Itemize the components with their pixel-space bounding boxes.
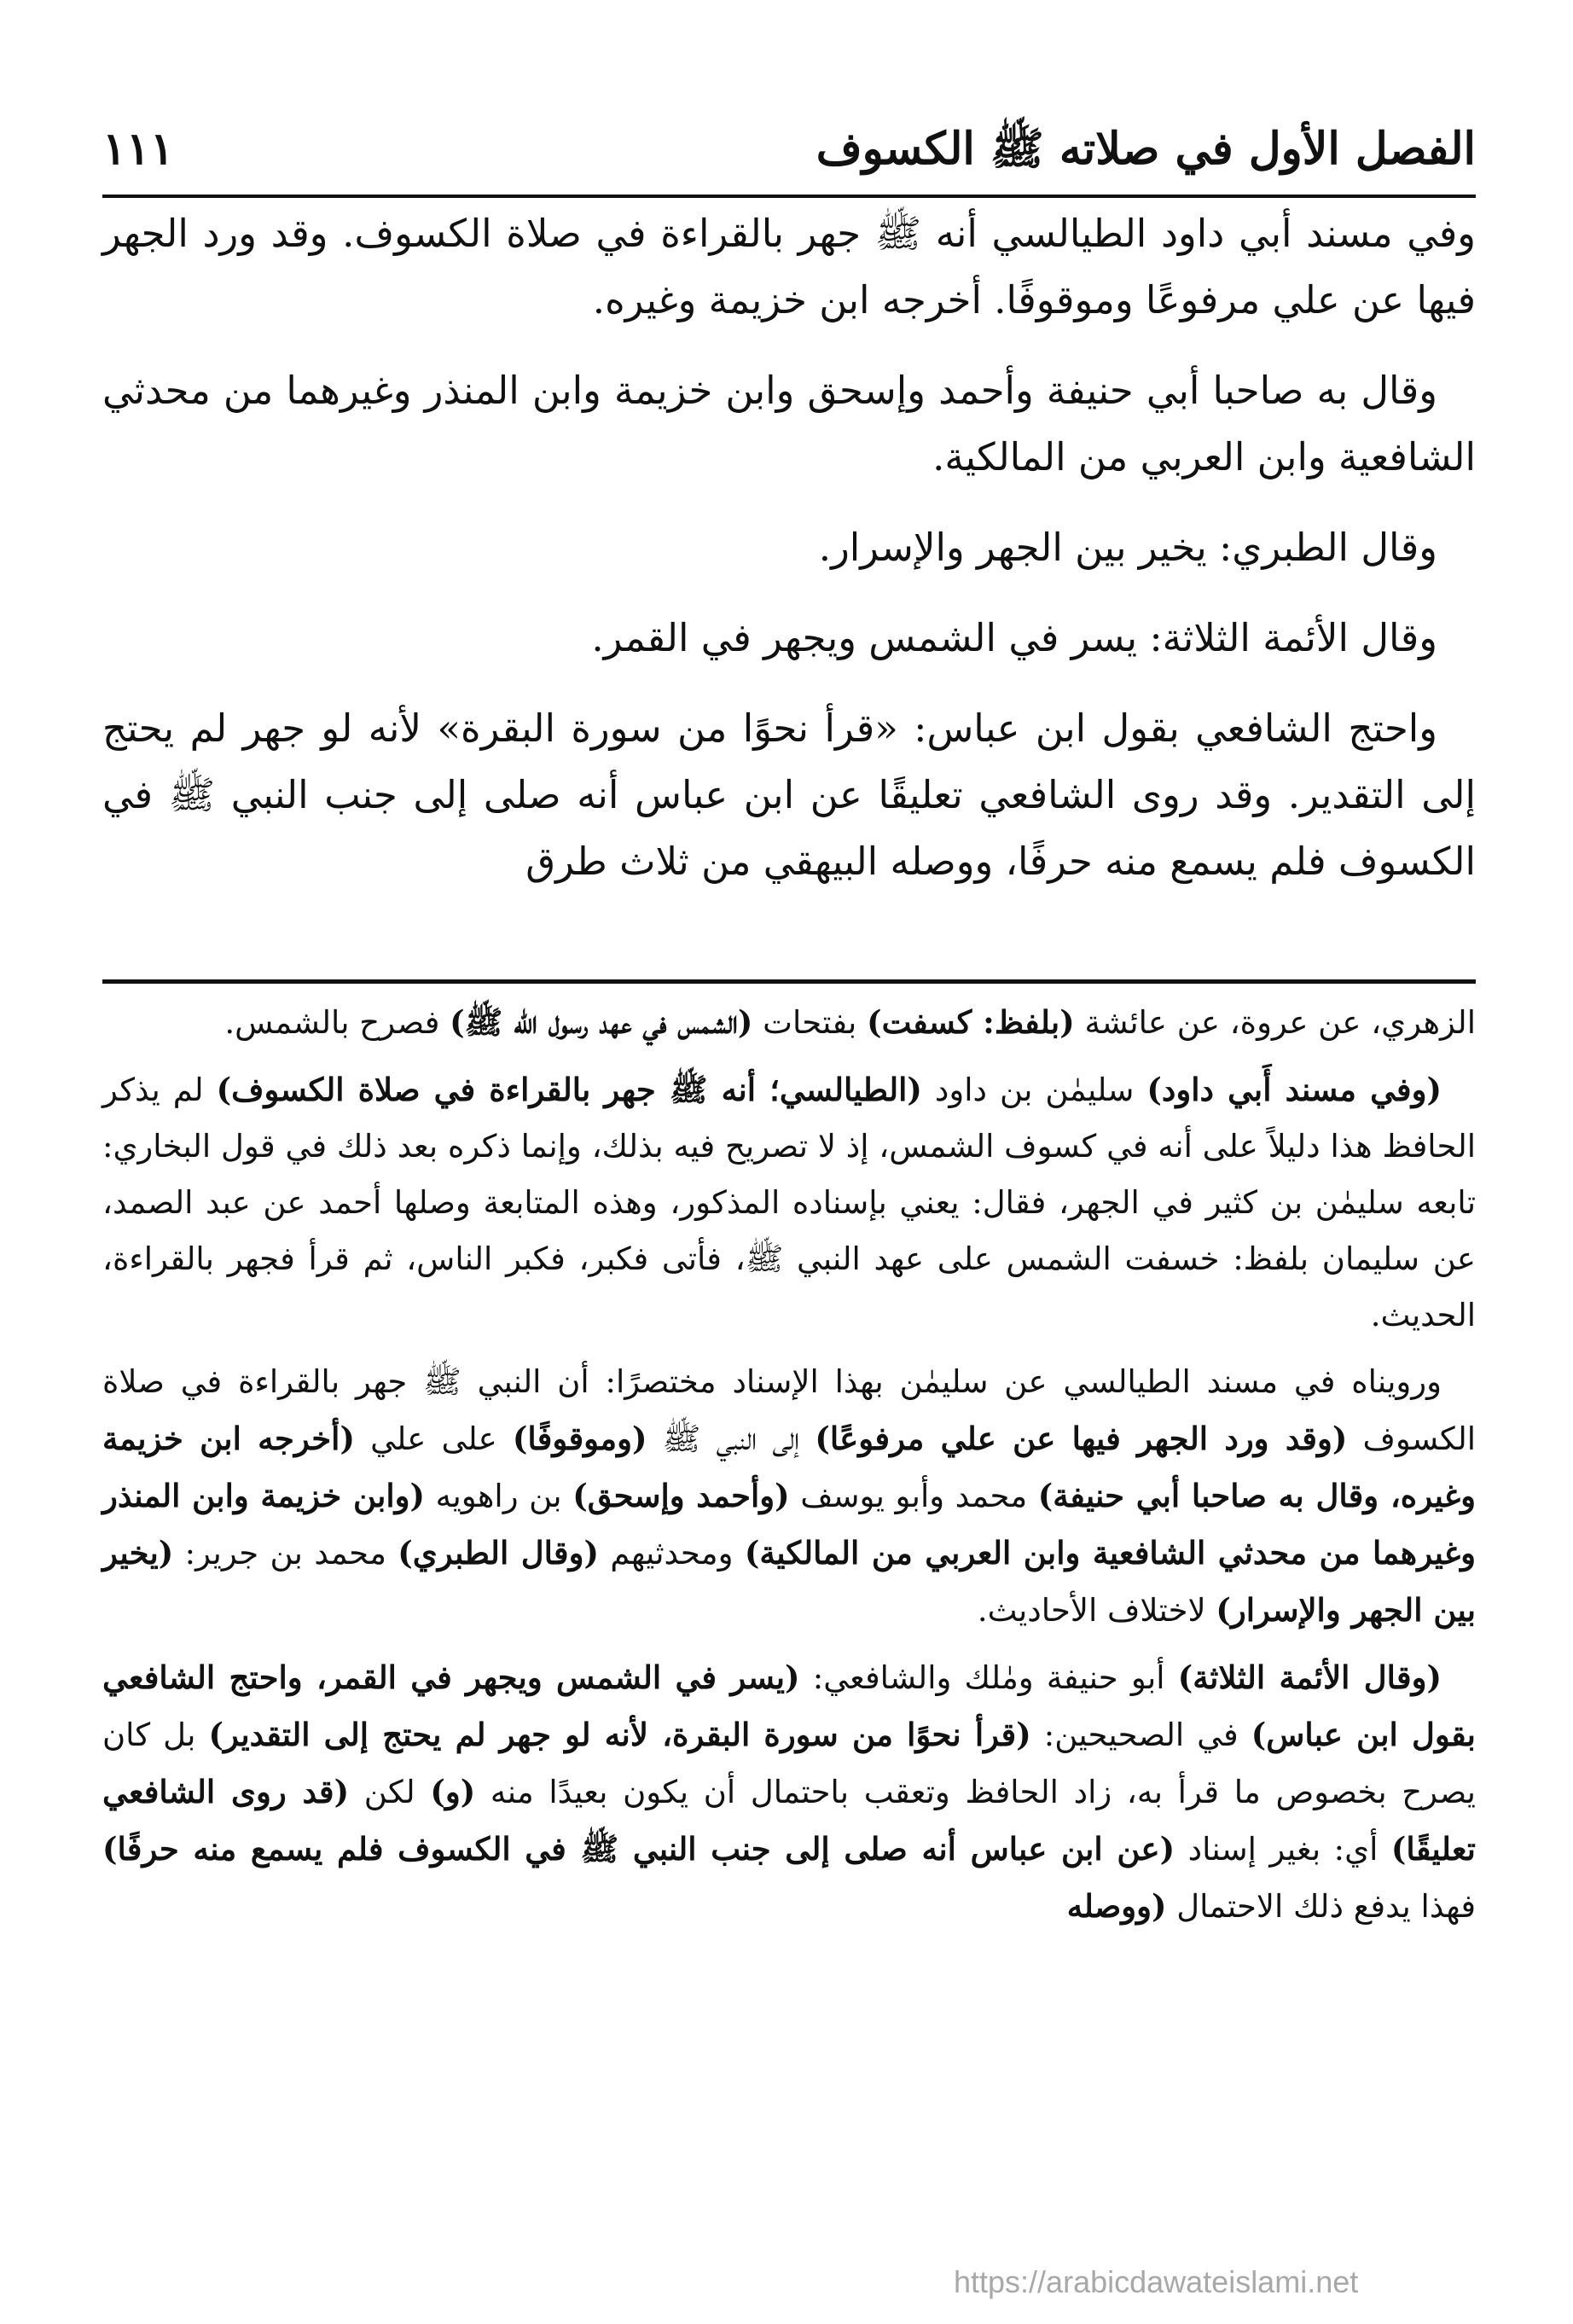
book-page [102,94,1476,2278]
quoted-text: (قد روى الشافعي تعليقًا) [102,1773,1476,1868]
commentary-text: في الصحيحين: [1030,1717,1251,1753]
commentary-text: سليمٰن بن داود [921,1072,1147,1108]
header-rule [102,195,1476,198]
commentary-text: محمد وأبو يوسف [789,1478,1038,1514]
footnote-rule [102,979,1476,984]
commentary-text: لم يذكر الحافظ هذا دليلاً على أنه في كسوف الشمس، إذ لا تصريح فيه بذلك، وإنما ذكره بعد ذلك في قول البخاري: تابعه سليمٰن بن كثير في الجهر، فقال: يعني بإسناده المذكور، وهذه المتابعة وصلها أحمد عن عبد الصمد، عن سليمان بلفظ: خسفت الشمس على عهد النبي ﷺ، فأتى فكبر، فكبر الناس، ثم قرأ فجهر بالقراءة، الحديث. [102,1072,1476,1333]
main-paragraph: وقال الأئمة الثلاثة: يسر في الشمس ويجهر في القمر. [591,615,1437,660]
page-number: ١١١ [102,123,174,175]
quoted-text: (وقد ورد الجهر فيها عن علي مرفوعًا) [815,1420,1348,1457]
quoted-text: (يسر في الشمس ويجهر في القمر، واحتج الشافعي بقول ابن عباس) [102,1659,1476,1753]
commentary [102,994,1476,1945]
quoted-text: (وقال الأئمة الثلاثة) [1177,1659,1442,1696]
chapter-title: الفصل الأول في صلاته ﷺ الكسوف [816,123,1476,175]
quoted-text: (بلفظ: كسفت) [867,1003,1075,1041]
quoted-text: (الطيالسي؛ أنه ﷺ جهر بالقراءة في صلاة الكسوف) [216,1071,922,1108]
page-header [102,111,1476,188]
commentary-text: أي: بغير إسناد [1175,1831,1391,1868]
main-paragraph: وقال به صاحبا أبي حنيفة وأحمد وإسحق وابن خزيمة وابن المنذر وغيرهما من محدثي الشافعية وابن العربي من المالكية. [102,368,1476,479]
quoted-text: (وابن خزيمة وابن المنذر وغيرهما من محدثي الشافعية وابن العربي من المالكية) [102,1477,1476,1572]
commentary-text: لاختلاف الأحاديث. [977,1592,1216,1629]
main-text [102,200,1476,919]
commentary-paragraph [102,994,1476,1051]
quoted-text: (و) [430,1773,476,1810]
commentary-text: فصرح بالشمس. [224,1004,450,1041]
quoted-text: (الشمس في عهد رسول الله ﷺ) [450,1003,753,1041]
commentary-paragraph [102,1061,1476,1344]
quoted-text: (قرأ نحوًا من سورة البقرة، لأنه لو جهر لم يحتج إلى التقدير) [208,1716,1031,1753]
main-paragraph: وقال الطبري: يخير بين الجهر والإسرار. [818,525,1437,570]
quoted-text: (يخير بين الجهر والإسرار) [102,1534,1476,1629]
quoted-text: (أخرجه ابن خزيمة وغيره، وقال به صاحبا أبي حنيفة) [102,1420,1476,1514]
quoted-text: (عن ابن عباس أنه صلى إلى جنب النبي ﷺ في الكسوف فلم يسمع منه حرفًا) [102,1830,1175,1868]
commentary-text: بن راهويه [425,1478,573,1514]
commentary-text: فهذا يدفع ذلك الاحتمال [1166,1888,1476,1925]
quoted-text: (وفي مسند أَبي داود) [1146,1071,1442,1108]
source-watermark: https://arabicdawateislami.net [954,2264,1359,2299]
quoted-text: (ووصله [1066,1887,1167,1925]
commentary-text: بفتحات [752,1004,868,1041]
quoted-text: (وموقوفًا) [512,1420,647,1457]
main-paragraph: واحتج الشافعي بقول ابن عباس: «قرأ نحوًا من سورة البقرة» لأنه لو جهر لم يحتج إلى التقدير. وقد روى الشافعي تعليقًا عن ابن عباس أنه صلى إلى جنب النبي ﷺ في الكسوف فلم يسمع منه حرفًا، ووصله البيهقي من ثلاث طرق [102,706,1476,884]
quoted-text: (وأحمد وإسحق) [572,1477,790,1514]
commentary-text: بل كان يصرح بخصوص ما قرأ به، زاد الحافظ وتعقب باحتمال أن يكون بعيدًا منه [102,1717,1476,1810]
commentary-text: محمد بن جرير: [173,1535,398,1572]
commentary-text: أبو حنيفة ومٰلك والشافعي: [799,1659,1178,1696]
quoted-text: (وقال الطبري) [398,1534,599,1572]
commentary-text: ومحدثيهم [598,1535,745,1572]
commentary-text: على علي [354,1421,513,1457]
main-paragraph: وفي مسند أبي داود الطيالسي أنه ﷺ جهر بالقراءة في صلاة الكسوف. وقد ورد الجهر فيها عن علي مرفوعًا وموقوفًا. أخرجه ابن خزيمة وغيره. [102,211,1476,322]
commentary-paragraph [102,1354,1476,1639]
commentary-text: لكن [349,1774,431,1810]
commentary-text: ورويناه في مسند الطيالسي عن سليمٰن بهذا الإسناد مختصرًا: أن النبي ﷺ جهر بالقراءة في صلاة الكسوف [102,1363,1476,1457]
commentary-paragraph [102,1649,1476,1935]
commentary-text: الزهري، عن عروة، عن عائشة [1074,1004,1476,1041]
commentary-text: إلى النبي ﷺ [647,1421,816,1457]
